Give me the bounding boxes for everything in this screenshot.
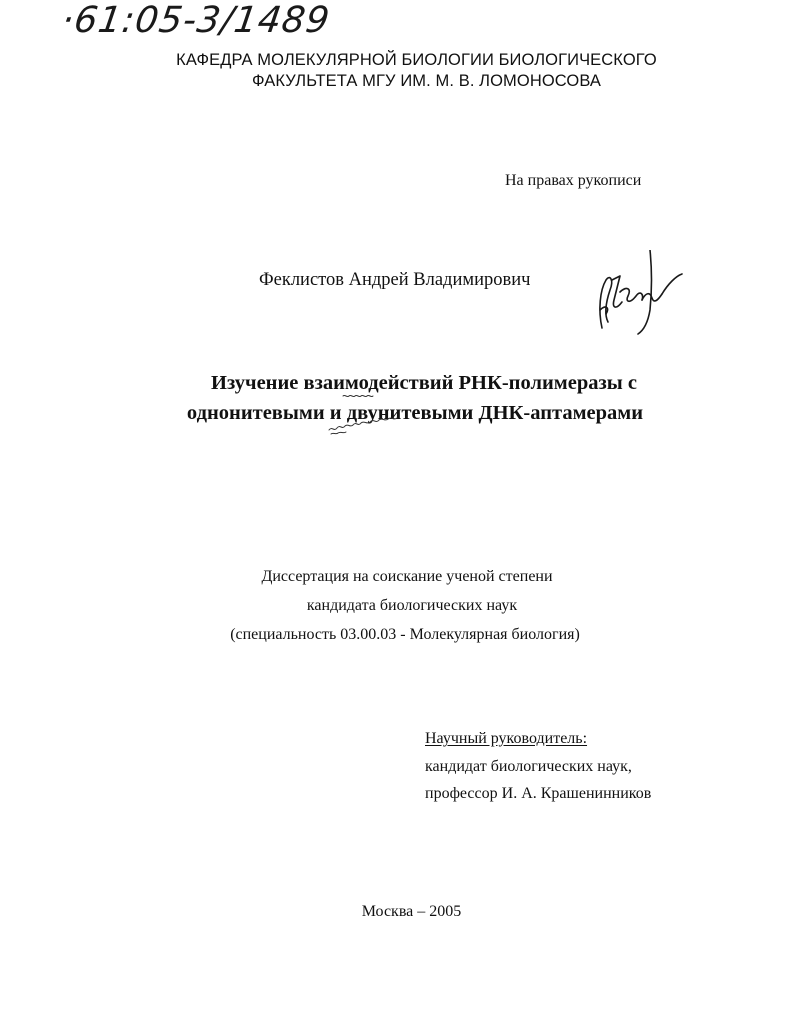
signature-image <box>592 250 687 340</box>
advisor-degree: кандидат биологических наук, <box>425 758 632 775</box>
specialty-line: (специальность 03.00.03 - Молекулярная биология) <box>230 626 580 643</box>
rights-note: На правах рукописи <box>505 172 642 189</box>
thesis-title-line-2: однонитевыми и двунитевыми ДНК-аптамерами <box>186 402 644 424</box>
advisor-name: профессор И. А. Крашенинников <box>425 785 652 802</box>
department-line-2: ФАКУЛЬТЕТА МГУ ИМ. М. В. ЛОМОНОСОВА <box>251 72 602 90</box>
degree-line-1: Диссертация на соискание ученой степени <box>261 568 553 585</box>
advisor-label: Научный руководитель: <box>425 730 588 747</box>
archive-stamp-number: ·61:05-3/1489 <box>59 0 333 41</box>
department-line-1: КАФЕДРА МОЛЕКУЛЯРНОЙ БИОЛОГИИ БИОЛОГИЧЕСКОГО <box>176 51 657 69</box>
handwritten-annotation <box>325 392 425 438</box>
thesis-title-line-1: Изучение взаимодействий РНК-полимеразы с <box>211 372 637 394</box>
degree-line-2: кандидата биологических наук <box>306 597 518 614</box>
city-year: Москва – 2005 <box>361 903 462 920</box>
author-name: Феклистов Андрей Владимирович <box>259 270 531 290</box>
